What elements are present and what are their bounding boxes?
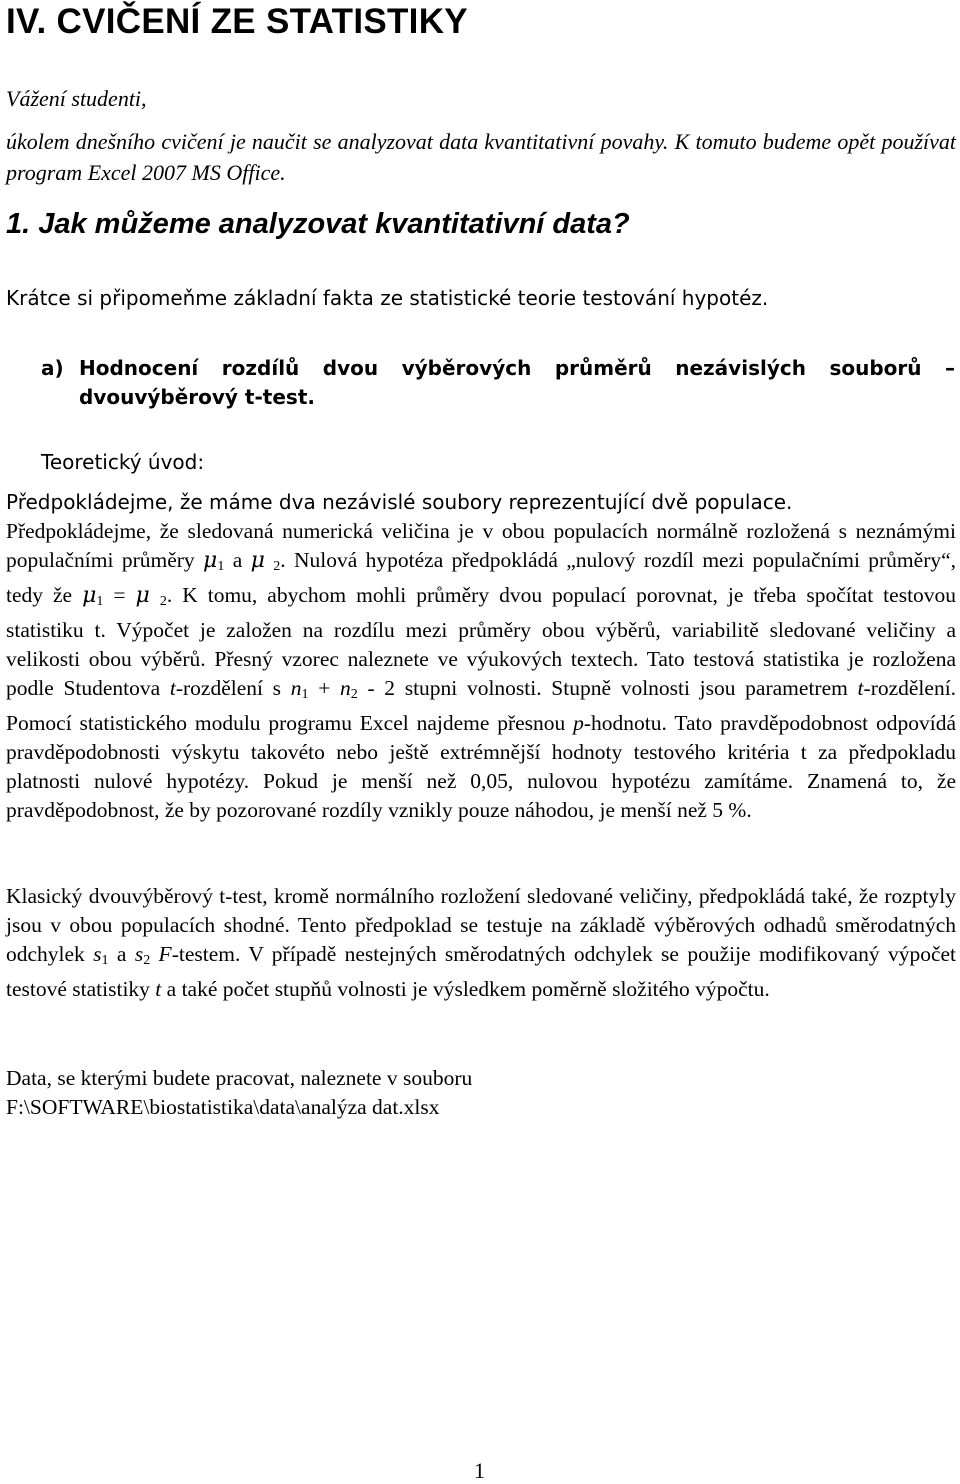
subsection-title-line2: dvouvýběrový t-test.	[79, 385, 315, 409]
page-number: 1	[474, 1458, 485, 1483]
paragraph-data-location	[6, 1064, 956, 1122]
subsection-label: a)	[41, 356, 64, 380]
paragraph-populations: Předpokládejme, že máme dva nezávislé soubory reprezentující dvě populace.	[6, 490, 793, 514]
subsection-title-line1: Hodnocení rozdílů dvou výběrových průměrů nezávislých souborů –	[79, 356, 955, 380]
recap-paragraph: Krátce si připomeňme základní fakta ze statistické teorie testování hypotéz.	[6, 286, 769, 310]
intro-paragraph: úkolem dnešního cvičení je naučit se analyzovat data kvantitativní povahy. K tomuto budeme opět používat program Excel 2007 MS Office.	[6, 129, 956, 185]
theory-heading: Teoretický úvod:	[41, 450, 205, 474]
paragraph-hypothesis: Předpokládejme, že sledovaná numerická veličina je v obou populacích normálně rozložená s neznámými populačními průměry μ1 a μ 2. Nulová hypotéza předpokládá „nulový rozdíl mezi populačními průměry“, tedy že μ1 = μ 2. K tomu, abychom mohli průměry dvou populací porovnat, je třeba spočítat testovou statistiku t. Výpočet je založen na rozdílu mezi průměry obou výběrů, variabilitě sledované veličiny a velikosti obou výběrů. Přesný vzorec naleznete ve výukových textech. Tato testová statistika je rozložena podle Studentova t-rozdělení s n1 + n2 - 2 stupni volnosti. Stupně volnosti jsou parametrem t-rozdělení. Pomocí statistického modulu programu Excel najdeme přesnou p-hodnotu. Tato pravděpodobnost odpovídá pravděpodobnosti výskytu takovéto nebo ještě extrémnější hodnoty testového kritéria t za předpokladu platnosti nulové hypotézy. Pokud je menší než 0,05, nulovou hypotézu zamítáme. Znamená to, že pravděpodobnost, že by pozorované rozdíly vznikly pouze náhodou, je menší než 5 %.	[6, 519, 957, 822]
data-location-text: Data, se kterými budete pracovat, naleznete v souboru	[6, 1066, 473, 1090]
paragraph-variance: Klasický dvouvýběrový t-test, kromě normálního rozložení sledované veličiny, předpokládá také, že rozptyly jsou v obou populacích shodné. Tento předpoklad se testuje na základě výběrových odhadů směrodatných odchylek s1 a s2 F-testem. V případě nestejných směrodatných odchylek se použije modifikovaný výpočet testové statistiky t a také počet stupňů volnosti je výsledkem poměrně složitého výpočtu.	[6, 884, 957, 1001]
document-title: IV. CVIČENÍ ZE STATISTIKY	[6, 2, 468, 41]
greeting: Vážení studenti,	[6, 86, 147, 111]
section-heading: 1. Jak můžeme analyzovat kvantitativní data?	[6, 208, 630, 240]
data-file-path: F:\SOFTWARE\biostatistika\data\analýza dat.xlsx	[6, 1095, 440, 1119]
